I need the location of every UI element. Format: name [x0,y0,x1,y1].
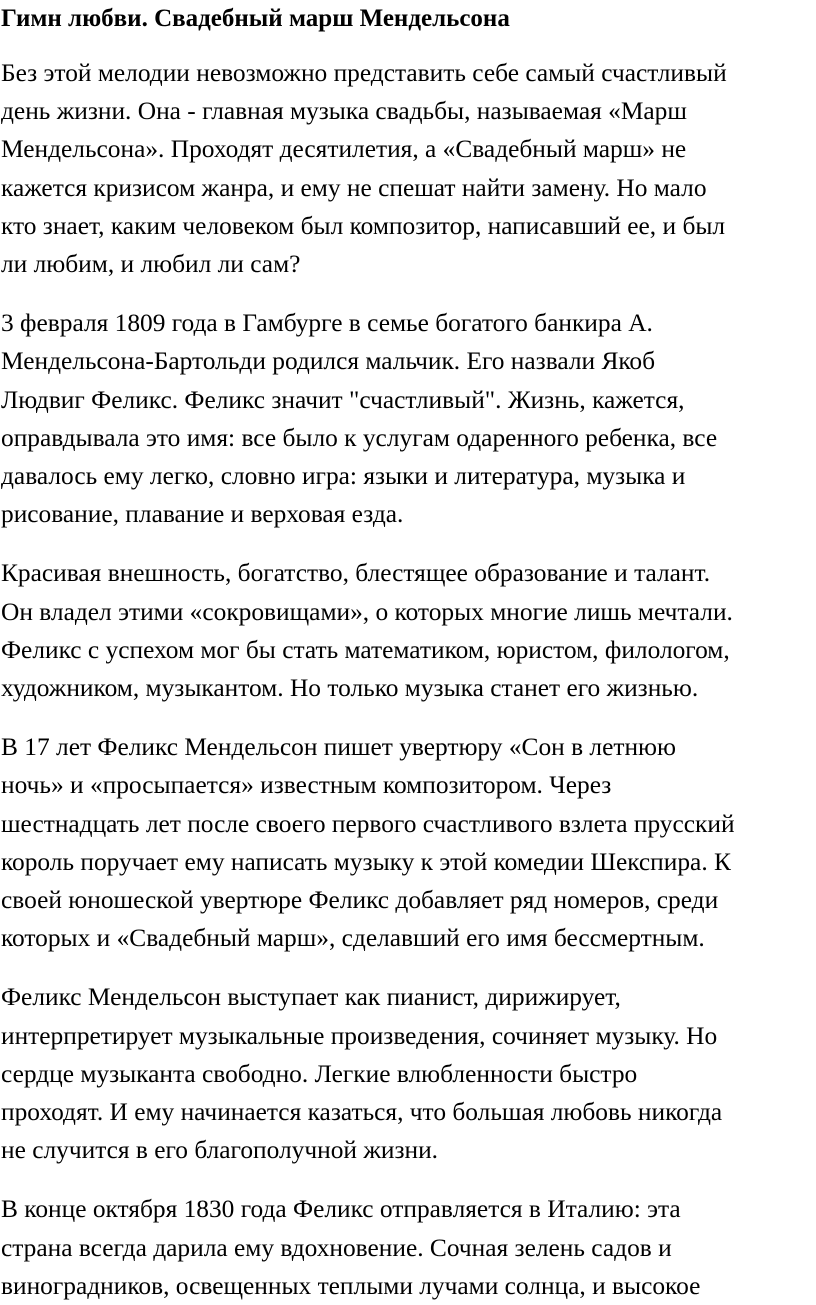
paragraph-career: Феликс Мендельсон выступает как пианист, дирижирует, интерпретирует музыкальные произведения, сочиняет музыку. Но сердце музыканта свободно. Легкие влюбленности быстро проходят. И ему начинается казаться, что большая любовь никогда не случится в его благополучной жизни. [1,983,723,1165]
paragraph-talents: Красивая внешность, богатство, блестящее образование и талант. Он владел этими «сокровищами», о которых многие лишь мечтали. Феликс с успехом мог бы стать математиком, юристом, филологом, художником, музыкантом. Но только музыка станет его жизнью. [1,559,733,703]
paragraph-intro: Без этой мелодии невозможно представить себе самый счастливый день жизни. Она - главная музыка свадьбы, называемая «Марш Мендельсона». Проходят десятилетия, а «Свадебный марш» не кажется кризисом жанра, и ему не спешат найти замену. Но мало кто знает, каким человеком был композитор, написавший ее, и был ли любим, и любил ли сам? [1,59,727,279]
paragraph-italy: В конце октября 1830 года Феликс отправляется в Италию: эта страна всегда дарила ему вдохновение. Сочная зелень садов и виноградников, освещенных теплыми лучами солнца, и высокое [1,1195,701,1300]
paragraph-birth: 3 февраля 1809 года в Гамбурге в семье богатого банкира А. Мендельсона-Бартольди родился мальчик. Его назвали Якоб Людвиг Феликс. Феликс значит "счастливый". Жизнь, кажется, оправдывала это имя: все было к услугам одаренного ребенка, все давалось ему легко, словно игра: языки и литература, музыка и рисование, плавание и верховая езда. [1,309,718,529]
paragraph-overture: В 17 лет Феликс Мендельсон пишет увертюру «Сон в летнюю ночь» и «просыпается» известным композитором. Через шестнадцать лет после своего первого счастливого взлета прусский король поручает ему написать музыку к этой комедии Шекспира. К своей юношеской увертюре Феликс добавляет ряд номеров, среди которых и «Свадебный марш», сделавший его имя бессмертным. [1,733,735,953]
document-title: Гимн любви. Свадебный марш Мендельсона [1,5,510,32]
